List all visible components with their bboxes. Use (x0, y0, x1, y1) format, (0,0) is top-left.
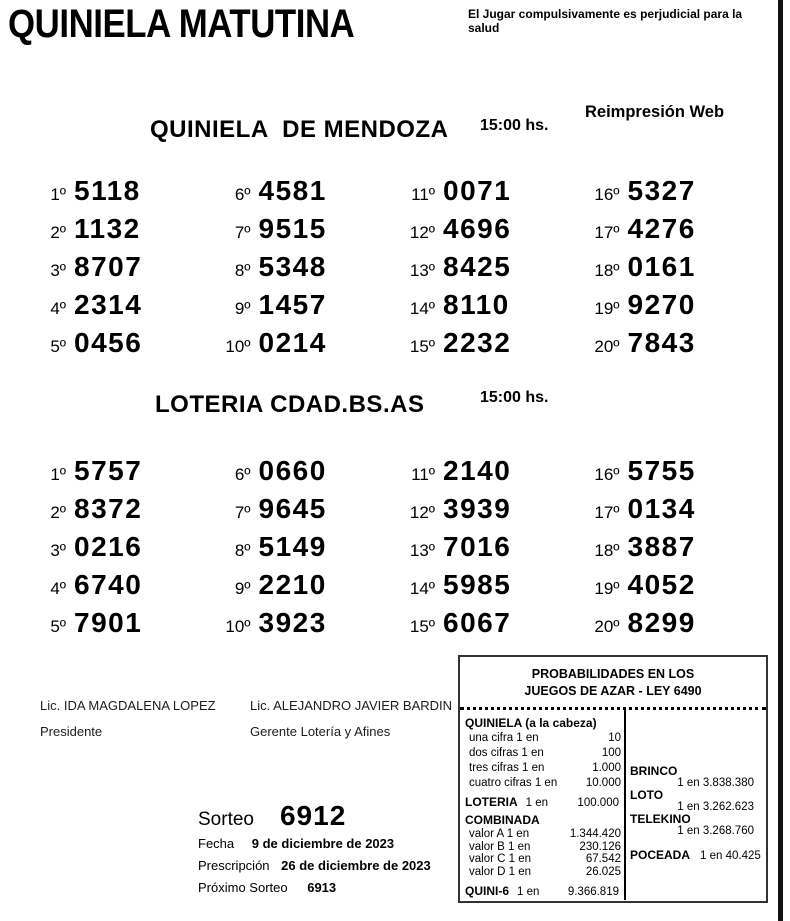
result-number: 4052 (627, 569, 696, 600)
result-entry (205, 455, 390, 487)
probabilities-right-column (626, 710, 766, 900)
result-number: 8707 (74, 251, 143, 282)
game-name: TELEKINO (630, 812, 691, 826)
result-position: 3º (50, 541, 66, 560)
signature-block-gerente (250, 693, 452, 745)
result-position: 17º (594, 503, 620, 522)
result-number: 8299 (627, 607, 696, 638)
result-position: 2º (50, 503, 66, 522)
result-entry (574, 569, 759, 601)
result-entry (389, 251, 574, 283)
result-entry (389, 455, 574, 487)
probabilities-box (458, 655, 768, 903)
odds-row (465, 841, 621, 854)
reprint-label: Reimpresión Web (585, 103, 725, 121)
result-number: 8425 (443, 251, 512, 282)
result-position: 14º (409, 579, 435, 598)
result-entry (574, 493, 759, 525)
result-position: 3º (50, 261, 66, 280)
result-number: 3887 (627, 531, 696, 562)
result-position: 20º (594, 617, 620, 636)
loteria-odds-mid: 1 en (525, 797, 549, 809)
odds-row (465, 731, 621, 746)
proximo-value: 6913 (307, 880, 337, 895)
result-position: 20º (594, 337, 620, 356)
result-position: 9º (234, 299, 251, 318)
result-number: 7016 (443, 531, 512, 562)
result-position: 6º (234, 465, 251, 484)
result-entry (20, 531, 205, 563)
result-entry (20, 289, 205, 321)
result-entry (20, 455, 205, 487)
result-position: 15º (409, 337, 435, 356)
addiction-warning: El Jugar compulsivamente es perjudicial para la salud (468, 7, 743, 35)
result-entry (20, 175, 205, 207)
result-number: 2232 (443, 327, 512, 358)
probabilities-title-line2: JUEGOS DE AZAR - LEY 6490 (524, 684, 702, 698)
signature-name: Lic. IDA MAGDALENA LOPEZ (40, 698, 216, 713)
result-entry (574, 327, 759, 359)
section-title-mendoza: QUINIELA DE MENDOZA (150, 116, 449, 143)
quini6-odds-value: 9.366.819 (567, 886, 619, 898)
result-entry (574, 213, 759, 245)
prescripcion-value: 26 de diciembre de 2023 (281, 858, 431, 873)
signature-role: Gerente Lotería y Afines (250, 724, 391, 739)
results-grid-loteria (20, 452, 758, 642)
result-number: 2140 (443, 455, 512, 486)
result-entry (205, 251, 390, 283)
result-position: 18º (594, 541, 620, 560)
result-position: 10º (225, 337, 251, 356)
result-entry (205, 607, 390, 639)
proximo-label: Próximo Sorteo (198, 880, 288, 895)
result-position: 8º (234, 541, 251, 560)
game-odds-entry (630, 813, 766, 837)
result-number: 5985 (443, 569, 512, 600)
result-number: 8110 (443, 289, 510, 320)
result-entry (205, 213, 390, 245)
quini6-odds-mid: 1 en (517, 886, 540, 898)
result-entry (20, 213, 205, 245)
result-number: 5327 (627, 175, 696, 206)
quiniela-odds-title: QUINIELA (a la cabeza) (465, 716, 597, 730)
game-odds-value: 1 en 3.268.760 (677, 825, 754, 837)
result-entry (205, 531, 390, 563)
section-time-mendoza: 15:00 hs. (480, 117, 549, 134)
section-title-loteria: LOTERIA CDAD.BS.AS (155, 391, 425, 418)
result-position: 13º (409, 261, 435, 280)
combinada-odds-rows (465, 828, 621, 878)
odds-value: 230.126 (579, 840, 621, 853)
result-number: 0134 (627, 493, 696, 524)
draw-number: 6912 (279, 800, 347, 831)
result-position: 12º (409, 503, 435, 522)
result-number: 0161 (627, 251, 696, 282)
odds-value: 1.344.420 (569, 828, 621, 840)
probabilities-title-line1: PROBABILIDADES EN LOS (531, 667, 695, 681)
result-entry (20, 569, 205, 601)
odds-row (465, 828, 621, 841)
result-entry (205, 289, 390, 321)
result-number: 7843 (627, 327, 696, 358)
fecha-label: Fecha (198, 836, 235, 851)
game-odds-value: 1 en 3.262.623 (677, 801, 754, 813)
result-position: 19º (594, 579, 620, 598)
result-entry (574, 455, 759, 487)
odds-value: 67.542 (585, 853, 621, 865)
result-number: 5348 (258, 251, 327, 282)
result-position: 8º (234, 261, 251, 280)
odds-row (465, 776, 621, 791)
result-position: 16º (594, 465, 620, 484)
page-edge-line (778, 0, 783, 921)
game-odds-value: 1 en 40.425 (700, 850, 761, 862)
result-position: 2º (50, 223, 66, 242)
result-number: 1132 (74, 213, 141, 244)
probabilities-left-column (460, 710, 626, 900)
next-draw-row (198, 880, 336, 895)
game-odds-entry (630, 789, 766, 813)
quini6-odds-name: QUINI-6 (465, 884, 510, 898)
result-number: 6067 (443, 607, 512, 638)
odds-row (465, 746, 621, 761)
result-position: 7º (234, 223, 251, 242)
quiniela-odds-rows (465, 731, 621, 791)
result-position: 6º (234, 185, 251, 204)
result-number: 3939 (443, 493, 512, 524)
result-entry (574, 175, 759, 207)
odds-value: 100 (601, 747, 621, 759)
probabilities-title (460, 657, 766, 710)
odds-value: 1.000 (592, 762, 621, 774)
result-position: 14º (409, 299, 435, 318)
odds-value: 10.000 (585, 777, 621, 789)
result-position: 13º (409, 541, 435, 560)
result-entry (389, 327, 574, 359)
result-position: 19º (594, 299, 620, 318)
result-number: 7901 (74, 607, 143, 638)
game-odds-entry (630, 765, 766, 789)
result-entry (20, 251, 205, 283)
result-number: 4581 (258, 175, 327, 206)
result-number: 5755 (627, 455, 696, 486)
result-number: 4276 (627, 213, 696, 244)
result-entry (20, 607, 205, 639)
result-position: 5º (50, 337, 66, 356)
section-time-loteria: 15:00 hs. (480, 389, 549, 406)
result-number: 5149 (258, 531, 327, 562)
page-title: QUINIELA MATUTINA (8, 2, 355, 46)
prescripcion-label: Prescripción (198, 858, 270, 873)
result-position: 5º (50, 617, 66, 636)
combinada-odds-title: COMBINADA (465, 813, 540, 827)
result-entry (574, 289, 759, 321)
result-entry (205, 327, 390, 359)
result-number: 0660 (258, 455, 327, 486)
result-position: 12º (409, 223, 435, 242)
prescription-row (198, 858, 431, 873)
signature-role: Presidente (40, 724, 103, 739)
result-entry (389, 607, 574, 639)
odds-row (465, 866, 621, 879)
result-entry (389, 569, 574, 601)
result-entry (20, 327, 205, 359)
draw-date-row (198, 836, 394, 851)
result-position: 11º (411, 185, 435, 204)
odds-label: una cifra 1 en (469, 732, 539, 744)
result-position: 11º (411, 465, 435, 484)
draw-label: Sorteo (198, 809, 254, 830)
result-entry (205, 569, 390, 601)
loteria-odds-name: LOTERIA (465, 795, 518, 809)
result-position: 17º (594, 223, 620, 242)
result-number: 0214 (258, 327, 327, 358)
result-entry (389, 493, 574, 525)
result-number: 4696 (443, 213, 512, 244)
result-position: 4º (50, 579, 66, 598)
odds-label: valor D 1 en (469, 865, 532, 878)
odds-value: 10 (608, 732, 621, 744)
result-position: 4º (50, 299, 66, 318)
result-position: 16º (594, 185, 620, 204)
result-position: 18º (594, 261, 620, 280)
game-odds-entry (630, 849, 766, 862)
result-number: 5757 (74, 455, 143, 486)
result-number: 3923 (258, 607, 327, 638)
result-position: 15º (409, 617, 435, 636)
result-entry (389, 175, 574, 207)
result-number: 6740 (74, 569, 143, 600)
result-entry (205, 493, 390, 525)
result-entry (20, 493, 205, 525)
result-entry (389, 213, 574, 245)
quini6-odds-row (465, 884, 621, 900)
result-position: 1º (50, 465, 66, 484)
loteria-odds-row (465, 794, 621, 811)
result-entry (574, 607, 759, 639)
result-entry (205, 175, 390, 207)
result-number: 0456 (74, 327, 143, 358)
result-number: 8372 (74, 493, 143, 524)
probabilities-body (460, 710, 766, 900)
odds-row (465, 853, 621, 866)
result-position: 10º (225, 617, 251, 636)
result-number: 9270 (627, 289, 696, 320)
result-number: 0071 (443, 175, 512, 206)
result-entry (574, 531, 759, 563)
odds-row (465, 761, 621, 776)
result-entry (389, 531, 574, 563)
result-number: 9645 (258, 493, 327, 524)
result-number: 5118 (74, 175, 141, 206)
result-number: 1457 (258, 289, 327, 320)
signature-name: Lic. ALEJANDRO JAVIER BARDIN (250, 698, 453, 713)
odds-label: dos cifras 1 en (469, 747, 544, 759)
game-odds-value: 1 en 3.838.380 (677, 777, 754, 789)
odds-label: valor C 1 en (469, 853, 532, 865)
result-position: 7º (234, 503, 251, 522)
loteria-odds-value: 100.000 (577, 797, 619, 809)
result-position: 9º (234, 579, 251, 598)
result-entry (389, 289, 574, 321)
result-number: 2210 (258, 569, 327, 600)
game-name: BRINCO (630, 764, 678, 778)
result-number: 9515 (258, 213, 327, 244)
odds-label: valor B 1 en (469, 840, 531, 853)
results-grid-mendoza (20, 172, 758, 362)
fecha-value: 9 de diciembre de 2023 (251, 836, 395, 851)
signature-block-presidente (40, 693, 216, 745)
odds-label: valor A 1 en (469, 828, 530, 840)
result-entry (574, 251, 759, 283)
game-name: POCEADA (630, 848, 691, 862)
odds-label: cuatro cifras 1 en (469, 777, 558, 789)
odds-label: tres cifras 1 en (469, 762, 545, 774)
result-position: 1º (50, 185, 66, 204)
game-name: LOTO (630, 788, 664, 802)
odds-value: 26.025 (585, 865, 621, 878)
result-number: 2314 (74, 289, 143, 320)
draw-info (198, 800, 346, 832)
result-number: 0216 (74, 531, 143, 562)
